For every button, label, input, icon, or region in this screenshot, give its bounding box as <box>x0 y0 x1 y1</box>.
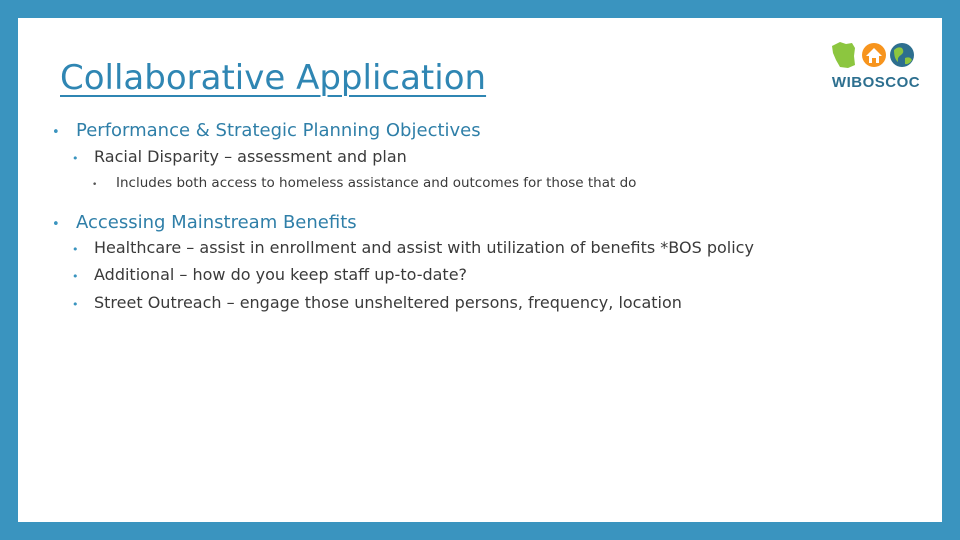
slide-title: Collaborative Application <box>60 58 487 98</box>
bullet-dot: • <box>72 152 79 165</box>
bullet-racial-disparity <box>72 147 407 166</box>
bullet-text: Healthcare – assist in enrollment and assist with utilization of benefits *BOS policy <box>94 238 754 257</box>
bullet-dot: • <box>72 243 79 256</box>
bullet-mainstream-benefits <box>52 212 357 233</box>
bullet-text: Racial Disparity – assessment and plan <box>94 147 407 166</box>
slide <box>18 18 942 522</box>
bullet-additional <box>72 265 467 284</box>
bullet-includes-both <box>92 175 636 191</box>
bullet-dot: • <box>92 180 98 190</box>
bullet-dot: • <box>52 125 60 140</box>
bullet-dot: • <box>72 298 79 311</box>
globe-icon <box>890 43 914 67</box>
logo-graphic <box>828 38 924 74</box>
bullet-text: Includes both access to homeless assistance and outcomes for those that do <box>116 175 637 191</box>
bullet-text: Accessing Mainstream Benefits <box>76 212 357 233</box>
bullet-dot: • <box>72 270 79 283</box>
bullet-text: Street Outreach – engage those unsheltered persons, frequency, location <box>94 293 682 312</box>
bullet-text: Performance & Strategic Planning Objectives <box>76 120 481 141</box>
bullet-performance <box>52 120 481 141</box>
wiboscoc-logo <box>828 38 924 94</box>
bullet-dot: • <box>52 217 60 232</box>
wisconsin-map-icon <box>832 42 855 68</box>
logo-text: WIBOSCOC <box>831 74 921 91</box>
bullet-healthcare <box>72 238 754 257</box>
bullet-street-outreach <box>72 293 682 312</box>
bullet-text: Additional – how do you keep staff up-to-date? <box>94 265 468 284</box>
house-icon <box>862 43 886 67</box>
